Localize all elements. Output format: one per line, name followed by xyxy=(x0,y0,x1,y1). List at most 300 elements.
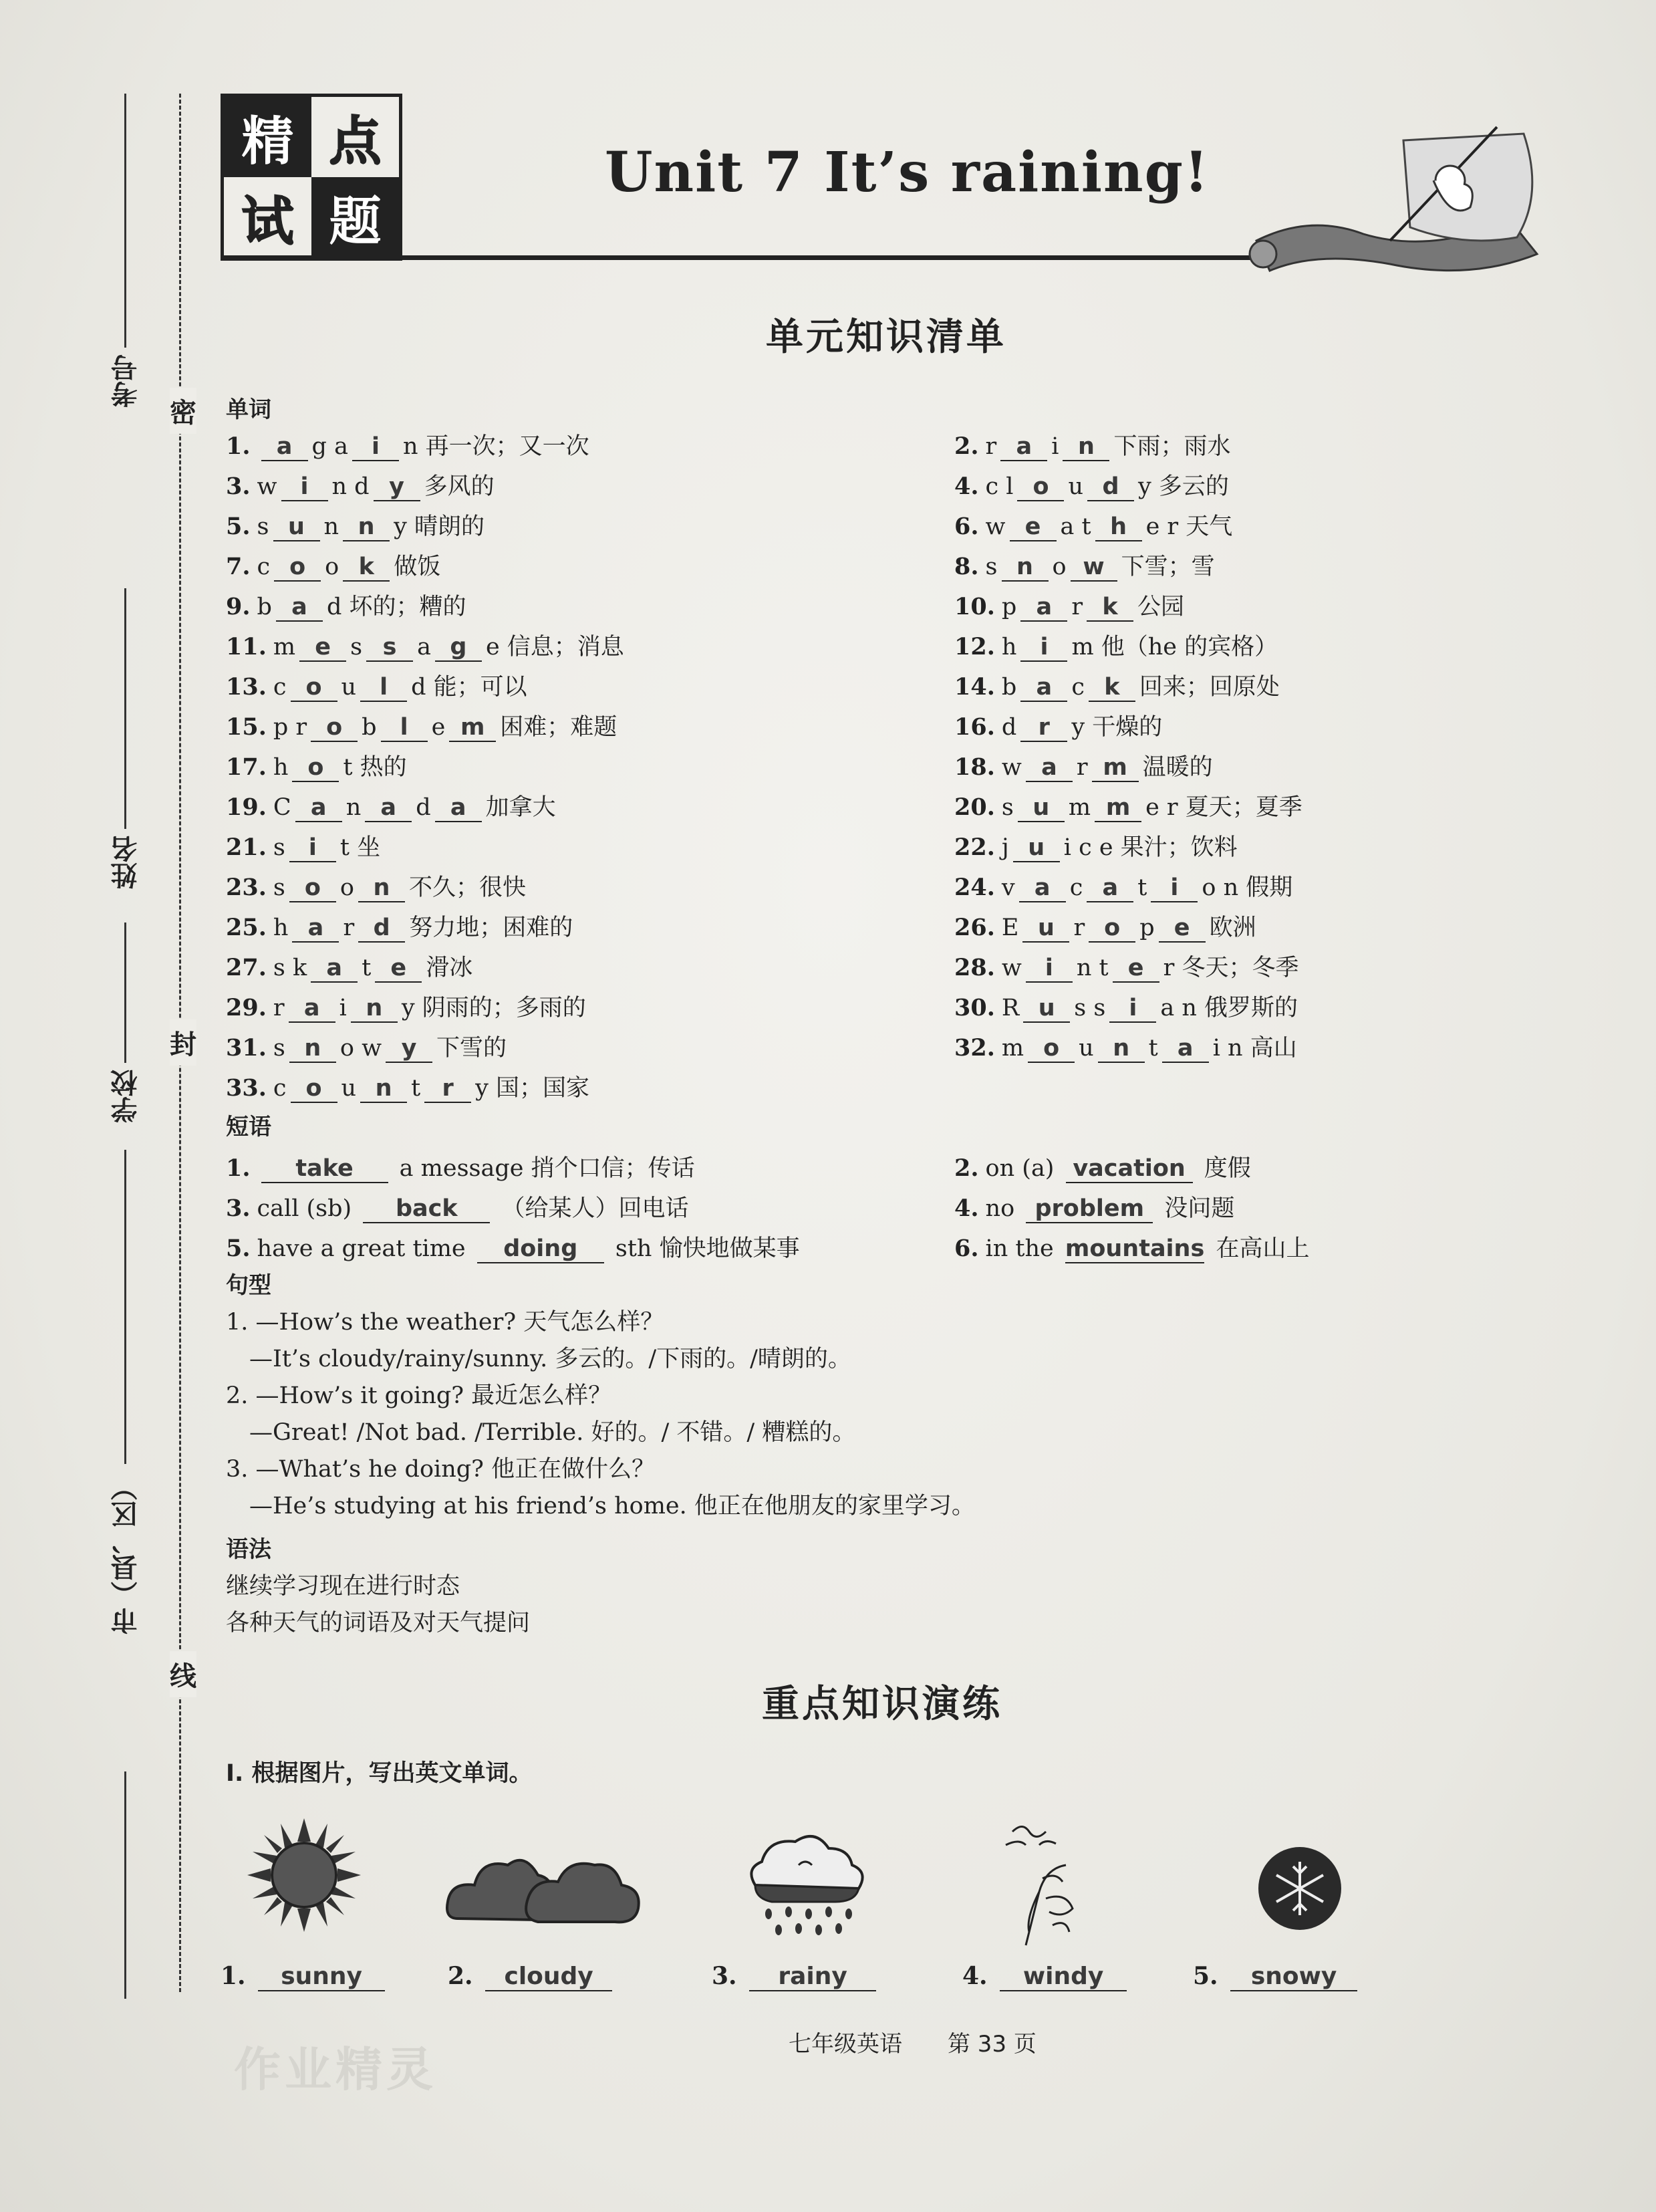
vocab-item xyxy=(954,428,1231,461)
word-text: i xyxy=(339,995,347,1021)
word-text: d 能；可以 xyxy=(411,674,527,701)
vocab-item xyxy=(954,548,1215,582)
item-number: 5. xyxy=(1193,1962,1227,1990)
word-text: c xyxy=(273,1075,287,1102)
word-text: s xyxy=(273,874,285,901)
answer-blank: m xyxy=(1092,754,1139,782)
pattern-line: —It’s cloudy/rainy/sunny. 多云的。/下雨的。/晴朗的。 xyxy=(226,1346,851,1372)
answer-blank: a xyxy=(365,794,412,822)
phrase-text: 在高山上 xyxy=(1208,1235,1310,1262)
word-text: 公园 xyxy=(1137,594,1185,620)
word-text: 下雪的 xyxy=(436,1035,507,1062)
word-text: b xyxy=(1001,674,1017,701)
word-text: s k xyxy=(273,955,307,981)
item-number: 5. xyxy=(226,1235,251,1262)
vocab-item xyxy=(954,949,1298,983)
word-text: i n 高山 xyxy=(1212,1035,1297,1062)
vocab-item xyxy=(954,829,1238,862)
word-text: s s xyxy=(1074,995,1106,1021)
answer-blank: n xyxy=(358,874,405,902)
answer-blank: a xyxy=(261,433,308,461)
vocab-item xyxy=(954,789,1302,822)
word-text: s xyxy=(257,513,269,540)
picture-answer-item xyxy=(448,1962,616,1991)
word-text: w xyxy=(257,473,277,500)
word-text: t xyxy=(1137,874,1147,901)
word-text: o n 假期 xyxy=(1202,874,1293,901)
seal-xian: 线 xyxy=(170,1651,196,1697)
word-text: d xyxy=(1001,714,1017,741)
city-rule xyxy=(124,1150,126,1464)
answer-blank: cloudy xyxy=(485,1963,612,1991)
page-footer: 七年级英语 第 33 页 xyxy=(789,2031,1037,2058)
word-text: s xyxy=(985,554,998,580)
word-text: 滑冰 xyxy=(426,955,473,981)
pattern-line: —He’s studying at his friend’s home. 他正在他朋友的家里学习。 xyxy=(226,1493,975,1519)
cloud-icon xyxy=(444,1845,645,1932)
answer-blank: n xyxy=(343,513,390,541)
vocab-item xyxy=(226,468,495,501)
answer-blank: m xyxy=(1095,794,1141,822)
word-text: u xyxy=(341,1075,357,1102)
word-text: i c e 果汁；饮料 xyxy=(1063,834,1238,861)
item-number: 6. xyxy=(954,513,979,540)
word-text: y 国；国家 xyxy=(475,1075,590,1102)
item-number: 28. xyxy=(954,954,995,981)
answer-blank: w xyxy=(1071,554,1117,582)
word-text: m xyxy=(273,634,296,660)
answer-blank: l xyxy=(360,674,407,702)
word-text: r xyxy=(985,433,997,460)
vocab-item xyxy=(226,949,472,983)
vocab-item xyxy=(954,709,1162,742)
answer-blank: sunny xyxy=(258,1963,385,1991)
item-number: 15. xyxy=(226,713,267,741)
item-number: 12. xyxy=(954,633,995,660)
word-text: a xyxy=(417,634,431,660)
word-text: m xyxy=(1001,1035,1024,1062)
answer-blank: o xyxy=(1017,473,1064,501)
item-number: 11. xyxy=(226,633,267,660)
phrase-text: call (sb) xyxy=(257,1195,360,1222)
sun-icon xyxy=(247,1818,361,1932)
answer-blank: o xyxy=(291,1075,337,1103)
word-text: y 阴雨的；多雨的 xyxy=(401,995,586,1021)
word-text: t xyxy=(411,1075,421,1102)
phrase-text: no xyxy=(985,1195,1022,1222)
picture-answer-item xyxy=(712,1962,880,1991)
answer-blank: windy xyxy=(1000,1963,1127,1991)
answer-blank: o xyxy=(274,554,321,582)
item-number: 23. xyxy=(226,874,267,901)
item-number: 4. xyxy=(954,473,979,500)
answer-blank: e xyxy=(375,955,422,983)
answer-blank: k xyxy=(1087,594,1133,622)
answer-blank: vacation xyxy=(1066,1155,1193,1183)
answer-blank: a xyxy=(292,914,339,943)
answer-blank: o xyxy=(1028,1035,1075,1063)
answer-blank: k xyxy=(343,554,390,582)
word-text: v xyxy=(1001,874,1015,901)
item-number: 31. xyxy=(226,1034,267,1062)
answer-blank: o xyxy=(311,714,358,742)
answer-blank: a xyxy=(311,955,358,983)
pattern-line: 1. —How’s the weather? 天气怎么样？ xyxy=(226,1309,664,1336)
word-text: c xyxy=(257,554,271,580)
answer-blank: r xyxy=(424,1075,471,1103)
word-text: u xyxy=(1079,1035,1094,1062)
answer-blank: e xyxy=(1010,513,1057,541)
item-number: 1. xyxy=(221,1962,255,1990)
word-text: t 坐 xyxy=(339,834,381,861)
answer-blank: o xyxy=(292,754,339,782)
word-text: o xyxy=(339,874,354,901)
answer-blank: u xyxy=(1018,794,1065,822)
answer-blank: u xyxy=(1022,914,1069,943)
item-number: 21. xyxy=(226,834,267,861)
logo-char: 试 xyxy=(224,177,311,257)
word-text: m 他（he 的宾格） xyxy=(1071,634,1278,660)
vocab-item xyxy=(226,428,589,461)
word-text: c xyxy=(273,674,287,701)
answer-blank: n xyxy=(351,995,398,1023)
answer-blank: y xyxy=(374,473,420,501)
item-number: 6. xyxy=(954,1235,979,1262)
section-knowledge-list-title: 单元知识清单 xyxy=(766,316,1006,359)
vocab-item xyxy=(226,709,617,742)
answer-blank: i xyxy=(352,433,399,461)
phrase-text: a message 捎个口信；传话 xyxy=(392,1155,695,1182)
city-rule-lower xyxy=(124,1771,126,1999)
item-number: 1. xyxy=(226,1154,251,1182)
word-text: s xyxy=(1001,794,1014,821)
vocab-item xyxy=(954,909,1256,943)
phrase-item xyxy=(954,1190,1234,1223)
word-text: 多风的 xyxy=(424,473,495,500)
word-text: y 多云的 xyxy=(1138,473,1229,500)
item-number: 20. xyxy=(954,793,995,821)
item-number: 2. xyxy=(954,433,979,460)
scroll-quill-illustration xyxy=(1230,120,1564,281)
grammar-line: 各种天气的词语及对天气提问 xyxy=(226,1610,531,1636)
answer-blank: mountains xyxy=(1065,1235,1205,1262)
word-text: t 热的 xyxy=(343,754,407,781)
picture-answer-item xyxy=(962,1962,1131,1991)
item-number: 2. xyxy=(448,1962,482,1990)
vocab-item xyxy=(954,869,1292,902)
header-rule xyxy=(221,255,1263,260)
word-text: R xyxy=(1001,995,1020,1021)
answer-blank: i xyxy=(1020,634,1067,662)
vocab-item xyxy=(954,1029,1297,1063)
vocab-item xyxy=(226,989,586,1023)
word-text: c xyxy=(1071,674,1085,701)
word-text: w xyxy=(985,513,1006,540)
vocab-item xyxy=(226,1070,589,1103)
picture-answer-item xyxy=(1193,1962,1361,1991)
word-text: c xyxy=(1069,874,1083,901)
phrase-text: 没问题 xyxy=(1157,1195,1235,1222)
answer-blank: n xyxy=(1098,1035,1145,1063)
word-text: 欧洲 xyxy=(1209,914,1256,941)
section-practice-title: 重点知识演练 xyxy=(762,1683,1002,1726)
item-number: 10. xyxy=(954,593,995,620)
answer-blank: e xyxy=(1113,955,1159,983)
word-text: h xyxy=(1001,634,1017,660)
exercise-instruction: Ⅰ. 根据图片，写出英文单词。 xyxy=(226,1760,533,1787)
word-text: a n 俄罗斯的 xyxy=(1160,995,1298,1021)
wind-icon xyxy=(999,1818,1099,1952)
grammar-line: 继续学习现在进行时态 xyxy=(226,1573,460,1600)
answer-blank: snowy xyxy=(1230,1963,1357,1991)
word-text: u xyxy=(341,674,357,701)
word-text: e 信息；消息 xyxy=(485,634,624,660)
phrase-item xyxy=(954,1230,1309,1263)
answer-blank: a xyxy=(1087,874,1133,902)
word-text: C xyxy=(273,794,291,821)
answer-blank: g xyxy=(435,634,482,662)
answer-blank: m xyxy=(449,714,496,742)
word-text: n 再一次；又一次 xyxy=(402,433,589,460)
item-number: 27. xyxy=(226,954,267,981)
phrase-item xyxy=(226,1190,688,1223)
item-number: 29. xyxy=(226,994,267,1021)
vocab-item xyxy=(954,668,1280,702)
word-text: e xyxy=(431,714,446,741)
vocab-item xyxy=(226,668,527,702)
answer-blank: a xyxy=(1020,674,1067,702)
name-rule xyxy=(124,588,126,829)
word-text: a t xyxy=(1060,513,1091,540)
answer-blank: take xyxy=(261,1155,388,1183)
answer-blank: a xyxy=(295,794,342,822)
item-number: 14. xyxy=(954,673,995,701)
item-number: 18. xyxy=(954,753,995,781)
word-text: c l xyxy=(985,473,1014,500)
phrase-text: have a great time xyxy=(257,1235,473,1262)
watermark-text: 作业精灵 xyxy=(234,2042,437,2097)
answer-blank: i xyxy=(1026,955,1073,983)
word-text: r xyxy=(1076,754,1088,781)
seal-mi: 密 xyxy=(170,388,196,434)
word-text: d xyxy=(416,794,431,821)
item-number: 3. xyxy=(226,473,251,500)
word-text: d 坏的；糟的 xyxy=(326,594,466,620)
word-text: h xyxy=(273,754,289,781)
answer-blank: a xyxy=(276,594,323,622)
word-text: o xyxy=(325,554,339,580)
item-number: 26. xyxy=(954,914,995,941)
word-text: e r 夏天；夏季 xyxy=(1145,794,1302,821)
phrase-text: in the xyxy=(985,1235,1061,1262)
item-number: 3. xyxy=(226,1195,251,1222)
answer-blank: r xyxy=(1020,714,1067,742)
word-text: n t xyxy=(1076,955,1109,981)
logo-char: 题 xyxy=(311,177,399,257)
word-text: n xyxy=(346,794,362,821)
unit-title: Unit 7 It’s raining! xyxy=(605,140,1210,205)
vocab-heading: 单词 xyxy=(226,396,271,423)
phrase-text: （给某人）回电话 xyxy=(494,1195,689,1222)
answer-blank: d xyxy=(358,914,405,943)
word-text: b xyxy=(257,594,272,620)
vocab-item xyxy=(226,749,407,782)
answer-blank: u xyxy=(273,513,320,541)
answer-blank: a xyxy=(289,995,335,1023)
pattern-heading: 句型 xyxy=(226,1272,271,1299)
answer-blank: n xyxy=(1063,433,1109,461)
item-number: 8. xyxy=(954,553,979,580)
word-text: o w xyxy=(339,1035,382,1062)
answer-blank: h xyxy=(1095,513,1142,541)
pattern-line: 3. —What’s he doing? 他正在做什么？ xyxy=(226,1456,656,1483)
answer-blank: i xyxy=(289,834,336,862)
answer-blank: o xyxy=(289,874,336,902)
exam-no-rule xyxy=(124,94,126,348)
jingdian-shiti-logo xyxy=(221,94,402,261)
word-text: n xyxy=(323,513,339,540)
phrase-item xyxy=(226,1150,695,1183)
answer-blank: e xyxy=(299,634,346,662)
word-text: s xyxy=(273,834,285,861)
answer-blank: n xyxy=(360,1075,407,1103)
answer-blank: e xyxy=(1159,914,1206,943)
word-text: 回来；回原处 xyxy=(1139,674,1280,701)
city-label: 市（县、区） xyxy=(110,1474,142,1634)
word-text: n d xyxy=(331,473,370,500)
item-number: 3. xyxy=(712,1962,746,1990)
word-text: s xyxy=(350,634,363,660)
word-text: t xyxy=(1148,1035,1158,1062)
answer-blank: n xyxy=(1002,554,1049,582)
item-number: 4. xyxy=(962,1962,996,1990)
word-text: 下雨；雨水 xyxy=(1113,433,1231,460)
word-text: r xyxy=(343,914,355,941)
phrase-text: sth 愉快地做某事 xyxy=(607,1235,800,1262)
vocab-item xyxy=(226,508,485,541)
item-number: 16. xyxy=(954,713,995,741)
vocab-item xyxy=(226,588,466,622)
phrase-item xyxy=(226,1230,800,1263)
word-text: r xyxy=(1073,914,1085,941)
word-text: 做饭 xyxy=(394,554,441,580)
vocab-item xyxy=(226,789,556,822)
word-text: y 干燥的 xyxy=(1071,714,1163,741)
name-label: 姓名 xyxy=(110,836,142,889)
word-text: y 晴朗的 xyxy=(394,513,485,540)
item-number: 7. xyxy=(226,553,251,580)
word-text: s xyxy=(273,1035,285,1062)
word-text: 温暖的 xyxy=(1142,754,1213,781)
answer-blank: n xyxy=(289,1035,336,1063)
item-number: 1. xyxy=(226,433,251,460)
word-text: o xyxy=(1052,554,1067,580)
vocab-item xyxy=(954,508,1232,541)
answer-blank: a xyxy=(1026,754,1073,782)
word-text: b xyxy=(362,714,377,741)
answer-blank: k xyxy=(1089,674,1135,702)
vocab-item xyxy=(954,628,1278,662)
picture-answer-item xyxy=(221,1962,389,1991)
item-number: 13. xyxy=(226,673,267,701)
word-text: 下雪；雪 xyxy=(1121,554,1215,580)
logo-char: 点 xyxy=(311,97,399,177)
item-number: 25. xyxy=(226,914,267,941)
pattern-line: 2. —How’s it going? 最近怎么样？ xyxy=(226,1382,612,1409)
answer-blank: u xyxy=(1023,995,1070,1023)
word-text: j xyxy=(1001,834,1009,861)
item-number: 30. xyxy=(954,994,995,1021)
word-text: p xyxy=(1001,594,1017,620)
answer-blank: d xyxy=(1087,473,1134,501)
phrase-text: 度假 xyxy=(1196,1155,1251,1182)
vocab-item xyxy=(954,468,1229,501)
pattern-line: —Great! /Not bad. /Terrible. 好的。/ 不错。/ 糟糕的。 xyxy=(226,1419,856,1446)
answer-blank: rainy xyxy=(749,1963,876,1991)
item-number: 33. xyxy=(226,1074,267,1102)
word-text: e r 天气 xyxy=(1145,513,1233,540)
word-text: u xyxy=(1068,473,1084,500)
vocab-item xyxy=(954,989,1298,1023)
word-text: g a xyxy=(311,433,348,460)
answer-blank: o xyxy=(1089,914,1135,943)
phrase-heading: 短语 xyxy=(226,1114,271,1140)
logo-char: 精 xyxy=(224,97,311,177)
rain-cloud-icon xyxy=(742,1828,875,1942)
seal-feng: 封 xyxy=(170,1019,196,1066)
word-text: p xyxy=(1139,914,1155,941)
word-text: h xyxy=(273,914,289,941)
answer-blank: s xyxy=(366,634,413,662)
snowflake-icon xyxy=(1256,1845,1343,1932)
vocab-item xyxy=(954,749,1213,782)
word-text: 加拿大 xyxy=(485,794,556,821)
word-text: 不久；很快 xyxy=(408,874,526,901)
phrase-text: on (a) xyxy=(985,1155,1062,1182)
vocab-item xyxy=(954,588,1184,622)
word-text: r xyxy=(1071,594,1083,620)
item-number: 32. xyxy=(954,1034,995,1062)
item-number: 4. xyxy=(954,1195,979,1222)
word-text: i xyxy=(1051,433,1059,460)
word-text: r xyxy=(273,995,285,1021)
vocab-item xyxy=(226,909,573,943)
answer-blank: y xyxy=(386,1035,432,1063)
answer-blank: doing xyxy=(477,1235,604,1263)
vocab-item xyxy=(226,869,526,902)
exam-no-label: 考号 xyxy=(110,354,142,408)
grammar-heading: 语法 xyxy=(226,1536,271,1563)
answer-blank: a xyxy=(1162,1035,1209,1063)
vocab-item xyxy=(226,829,380,862)
word-text: E xyxy=(1001,914,1019,941)
answer-blank: u xyxy=(1013,834,1060,862)
answer-blank: o xyxy=(291,674,337,702)
answer-blank: a xyxy=(1019,874,1066,902)
word-text: 努力地；困难的 xyxy=(409,914,573,941)
answer-blank: l xyxy=(381,714,428,742)
item-number: 5. xyxy=(226,513,251,540)
answer-blank: a xyxy=(1000,433,1047,461)
word-text: p r xyxy=(273,714,307,741)
answer-blank: i xyxy=(1109,995,1156,1023)
item-number: 2. xyxy=(954,1154,979,1182)
answer-blank: i xyxy=(281,473,328,501)
word-text: m xyxy=(1068,794,1091,821)
word-text: w xyxy=(1001,754,1022,781)
answer-blank: i xyxy=(1151,874,1198,902)
word-text: r 冬天；冬季 xyxy=(1163,955,1299,981)
